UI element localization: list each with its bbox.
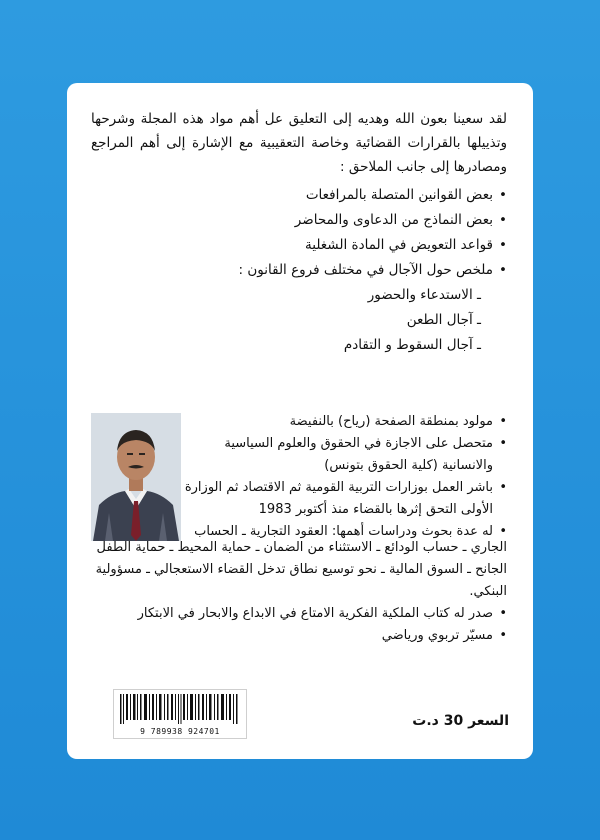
bio-item: • باشر العمل بوزارات التربية القومية ثم الاقتصاد ثم الوزارة الأولى التحق إثرها بالقضاء منذ أكتوبر 1983 <box>177 477 507 521</box>
isbn-number: 9 789938 924701 <box>140 727 220 736</box>
annex-item: • بعض القوانين المتصلة بالمرافعات <box>91 183 507 208</box>
annex-item: • بعض النماذج من الدعاوى والمحاضر <box>91 208 507 233</box>
deadline-item: ـ آجال السقوط و التقادم <box>343 337 481 353</box>
bio-item: • متحصل على الاجازة في الحقوق والعلوم السياسية والانسانية (كلية الحقوق بتونس) <box>177 433 507 477</box>
price-label: السعر 30 د.ت <box>412 713 509 729</box>
bio-item: • مولود بمنطقة الصفحة (رياح) بالنفيضة <box>177 411 507 433</box>
author-photo <box>91 413 181 541</box>
bio-continuation: الجاري ـ حساب الودائع ـ الاستثناء من الضمان ـ حماية المحيط ـ حماية الطفل الجانح ـ السوق المالية ـ نحو توسيع نطاق تدخل القضاء الاستعجالي ـ مسؤولية البنكي. <box>95 540 507 599</box>
author-bio-full <box>91 537 507 647</box>
author-bio-side <box>177 411 507 543</box>
intro-section <box>91 107 507 358</box>
annex-item: • قواعد التعويض في المادة الشغلية <box>91 233 507 258</box>
bio-item: • مسيّر تربوي ورياضي <box>91 625 507 647</box>
deadline-item: ـ الاستدعاء والحضور <box>367 287 481 303</box>
barcode-bars <box>120 694 240 724</box>
isbn-barcode <box>113 689 247 739</box>
deadline-item: ـ آجال الطعن <box>406 312 481 328</box>
bio-item: • صدر له كتاب الملكية الفكرية الامتاع في الابداع والابحار في الابتكار <box>91 603 507 625</box>
intro-paragraph: لقد سعينا بعون الله وهديه إلى التعليق عل أهم مواد هذه المجلة وشرحها وتذييلها بالقرارات القضائية وخاصة التعقيبية مع الإشارة إلى أهم المراجع ومصادرها إلى جانب الملاحق : <box>91 111 507 175</box>
back-cover-panel <box>67 83 533 759</box>
annex-list <box>91 183 507 283</box>
bio-item: • له عدة بحوث ودراسات أهمها: العقود التجارية ـ الحساب <box>177 521 507 543</box>
annex-item: • ملخص حول الآجال في مختلف فروع القانون : <box>91 258 507 283</box>
